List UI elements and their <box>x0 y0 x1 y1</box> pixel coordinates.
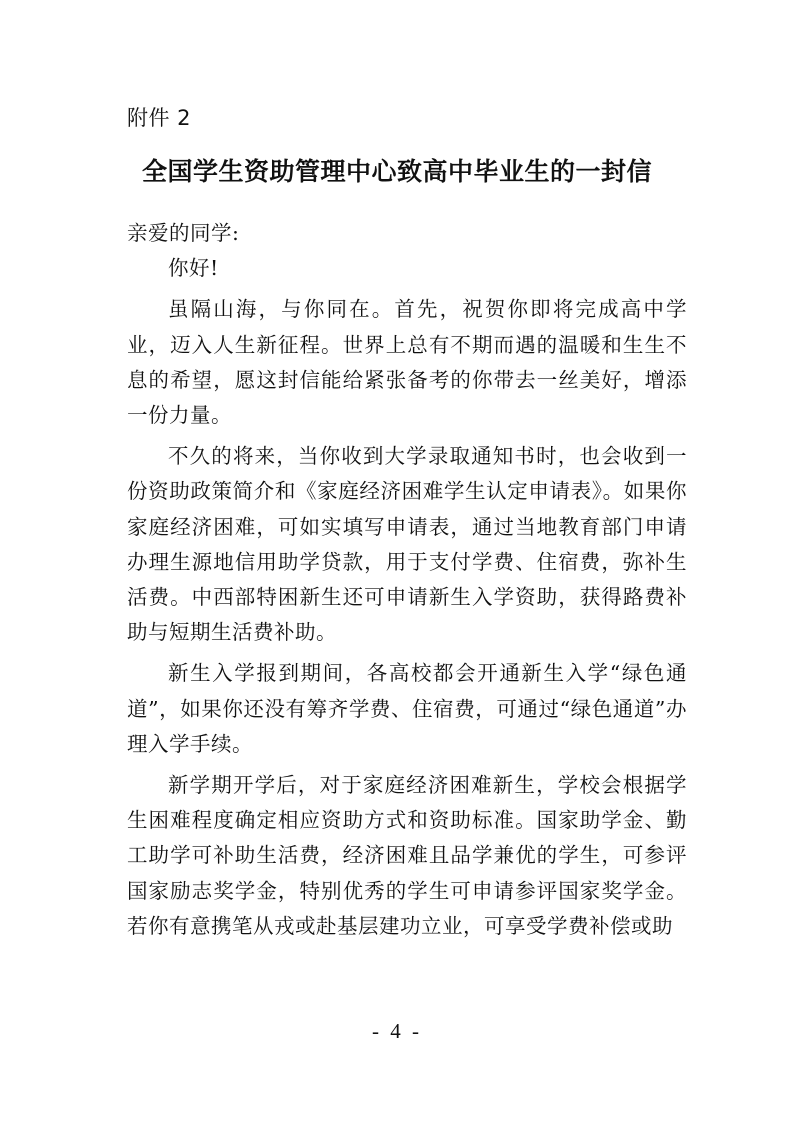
paragraph-3: 新生入学报到期间，各高校都会开通新生入学“绿色通道”，如果你还没有筹齐学费、住宿费，可通过“绿色通道”办理入学手续。 <box>127 661 687 756</box>
letter-body <box>127 216 687 944</box>
page-number: - 4 - <box>372 1019 422 1043</box>
greeting: 你好! <box>168 256 219 281</box>
salutation: 亲爱的同学: <box>127 221 240 245</box>
paragraph-2: 不久的将来，当你收到大学录取通知书时，也会收到一份资助政策简介和《家庭经济困难学生认定申请表》。如果你家庭经济困难，可如实填写申请表，通过当地教育部门申请办理生源地信用助学贷款，用于支付学费、住宿费，弥补生活费。中西部特困新生还可申请新生入学资助，获得路费补助与短期生活费补助。 <box>127 444 687 645</box>
paragraph-4: 新学期开学后，对于家庭经济困难新生，学校会根据学生困难程度确定相应资助方式和资助标准。国家助学金、勤工助学可补助生活费，经济困难且品学兼优的学生，可参评国家励志奖学金，特别优秀的学生可申请参评国家奖学金。若你有意携笔从戎或赴基层建功立业，可享受学费补偿或助 <box>127 773 687 938</box>
paragraph-1: 虽隔山海，与你同在。首先，祝贺你即将完成高中学业，迈入人生新征程。世界上总有不期而遇的温暖和生生不息的希望，愿这封信能给紧张备考的你带去一丝美好，增添一份力量。 <box>127 297 687 428</box>
attachment-label: 附件 2 <box>127 106 192 130</box>
document-title: 全国学生资助管理中心致高中毕业生的一封信 <box>141 157 652 186</box>
